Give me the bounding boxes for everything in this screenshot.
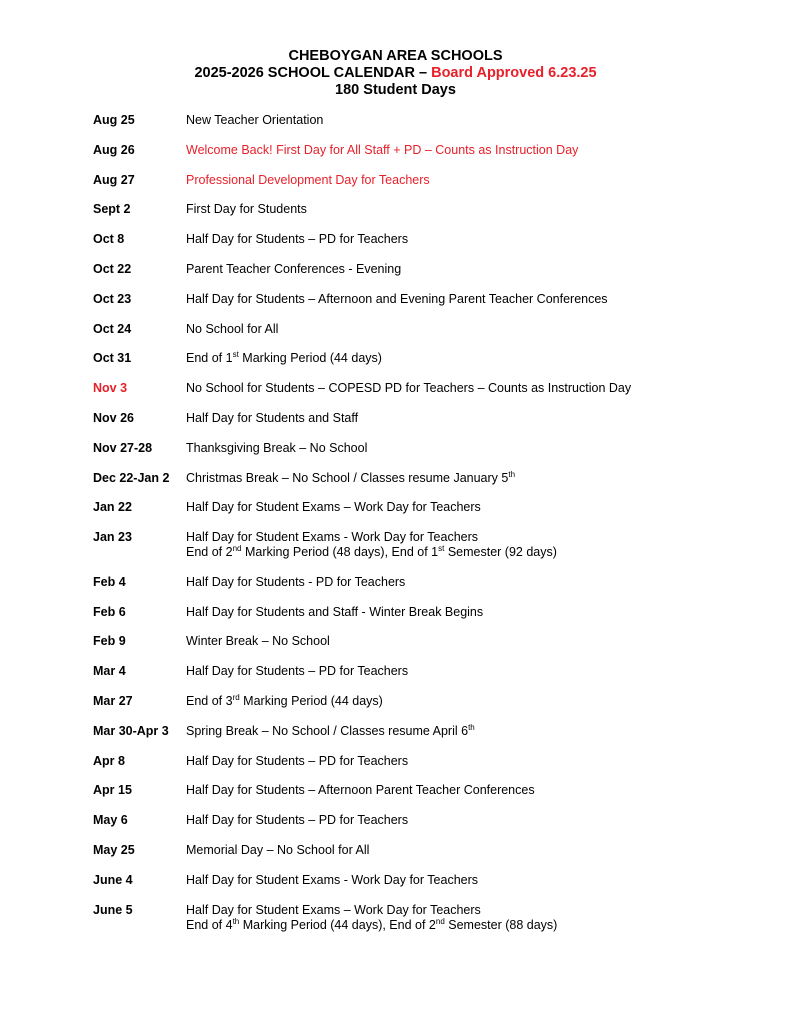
event-row	[0, 173, 791, 203]
event-description	[186, 471, 515, 486]
event-row	[0, 262, 791, 292]
event-row	[0, 441, 791, 471]
event-date: Nov 26	[93, 410, 134, 425]
event-description	[186, 903, 557, 933]
event-description-text: End of 2	[186, 545, 233, 560]
event-date: Nov 3	[93, 381, 128, 396]
event-description: Winter Break – No School	[186, 634, 330, 649]
event-date: Mar 27	[93, 693, 133, 708]
event-row	[0, 113, 791, 143]
event-description: Parent Teacher Conferences - Evening	[186, 261, 402, 276]
event-date: Mar 4	[93, 664, 126, 679]
ordinal-suffix: st	[232, 350, 239, 360]
event-row	[0, 322, 791, 352]
event-date: June 4	[93, 872, 133, 887]
event-date: Nov 27-28	[93, 440, 153, 455]
event-row	[0, 530, 791, 575]
event-row	[0, 143, 791, 173]
event-row	[0, 292, 791, 322]
event-row	[0, 903, 791, 948]
event-date: Aug 25	[93, 113, 135, 127]
event-date: May 25	[93, 842, 135, 857]
ordinal-suffix: th	[508, 469, 516, 479]
event-row	[0, 843, 791, 873]
calendar-event-list	[0, 113, 791, 947]
event-description: Half Day for Students – Afternoon Parent Teacher Conferences	[186, 783, 535, 798]
event-description: Half Day for Students and Staff - Winter Break Begins	[186, 604, 484, 619]
event-description: No School for All	[186, 321, 279, 336]
event-row	[0, 664, 791, 694]
event-row	[0, 351, 791, 381]
event-date: Aug 26	[93, 142, 135, 157]
event-description-text: Semester (88 days)	[444, 917, 558, 932]
event-description-text: End of 3	[186, 693, 233, 708]
event-description-text: End of 1	[186, 351, 233, 366]
event-row	[0, 813, 791, 843]
event-row	[0, 873, 791, 903]
event-row	[0, 634, 791, 664]
event-date: Feb 9	[93, 634, 126, 649]
event-description: Half Day for Students and Staff	[186, 410, 359, 425]
event-row	[0, 411, 791, 441]
event-date: Apr 8	[93, 753, 125, 768]
event-description: Half Day for Students – PD for Teachers	[186, 813, 409, 828]
event-description-text: End of 4	[186, 917, 233, 932]
event-date: Feb 4	[93, 574, 126, 589]
event-description-line	[186, 545, 557, 560]
event-row	[0, 575, 791, 605]
event-description	[186, 530, 557, 560]
board-approved-note: Board Approved 6.23.25	[431, 65, 597, 81]
event-date: Oct 23	[93, 291, 132, 306]
event-description	[186, 724, 475, 739]
event-date: Sept 2	[93, 202, 131, 217]
school-name: CHEBOYGAN AREA SCHOOLS	[288, 48, 503, 64]
event-date: Aug 27	[93, 172, 135, 187]
event-date: Apr 15	[93, 783, 132, 798]
event-date: Mar 30-Apr 3	[93, 723, 169, 738]
event-row	[0, 724, 791, 754]
event-description: Professional Development Day for Teachers	[186, 172, 430, 187]
event-description	[186, 694, 383, 709]
event-description-line: Half Day for Student Exams – Work Day for Teachers	[186, 902, 481, 917]
event-row	[0, 605, 791, 635]
event-row	[0, 232, 791, 262]
ordinal-suffix: rd	[232, 692, 240, 702]
event-description-text: Christmas Break – No School / Classes resume January 5	[186, 470, 509, 485]
ordinal-suffix: nd	[232, 544, 242, 553]
event-row	[0, 694, 791, 724]
event-description: Half Day for Student Exams - Work Day for Teachers	[186, 872, 479, 887]
event-date: Dec 22-Jan 2	[93, 470, 170, 485]
ordinal-suffix: st	[438, 544, 445, 553]
event-row	[0, 471, 791, 501]
ordinal-suffix: th	[232, 916, 240, 926]
event-date: May 6	[93, 813, 128, 828]
event-description-line	[186, 918, 557, 933]
event-date: Oct 31	[93, 351, 132, 366]
event-description: No School for Students – COPESD PD for Teachers – Counts as Instruction Day	[186, 381, 632, 396]
event-description: Thanksgiving Break – No School	[186, 440, 368, 455]
calendar-title	[0, 65, 791, 82]
event-description: Welcome Back! First Day for All Staff + PD – Counts as Instruction Day	[186, 142, 579, 157]
event-description: New Teacher Orientation	[186, 113, 324, 127]
event-date: Feb 6	[93, 604, 126, 619]
event-description: Half Day for Student Exams – Work Day for Teachers	[186, 500, 481, 515]
ordinal-suffix: nd	[435, 916, 445, 926]
event-row	[0, 754, 791, 784]
event-row	[0, 500, 791, 530]
event-date: Oct 24	[93, 321, 132, 336]
event-description-text: Marking Period (44 days), End of 2	[239, 917, 436, 932]
event-row	[0, 202, 791, 232]
event-description-text: Marking Period (44 days)	[238, 351, 382, 366]
event-description: Half Day for Students – Afternoon and Evening Parent Teacher Conferences	[186, 291, 608, 306]
event-description: Half Day for Students – PD for Teachers	[186, 664, 409, 679]
event-description: Half Day for Students – PD for Teachers	[186, 753, 409, 768]
calendar-year-title: 2025-2026 SCHOOL CALENDAR –	[194, 65, 432, 81]
event-date: Jan 23	[93, 530, 132, 545]
event-description: Half Day for Students – PD for Teachers	[186, 232, 409, 247]
event-date: Oct 22	[93, 261, 132, 276]
event-description: Half Day for Students - PD for Teachers	[186, 574, 406, 589]
event-row	[0, 783, 791, 813]
event-row	[0, 381, 791, 411]
event-description: Memorial Day – No School for All	[186, 842, 370, 857]
student-days-total: 180 Student Days	[335, 82, 456, 98]
event-description-text: Spring Break – No School / Classes resume April 6	[186, 723, 469, 738]
calendar-header	[0, 48, 791, 99]
event-description-text: Semester (92 days)	[444, 545, 557, 560]
event-description: First Day for Students	[186, 202, 307, 217]
event-description-line: Half Day for Student Exams - Work Day for Teachers	[186, 530, 479, 545]
event-date: Oct 8	[93, 232, 125, 247]
event-description-text: Marking Period (44 days)	[239, 693, 383, 708]
event-date: Jan 22	[93, 500, 132, 515]
event-description	[186, 351, 382, 366]
event-date: June 5	[93, 902, 133, 917]
event-description-text: Marking Period (48 days), End of 1	[241, 545, 439, 560]
ordinal-suffix: th	[468, 722, 475, 732]
